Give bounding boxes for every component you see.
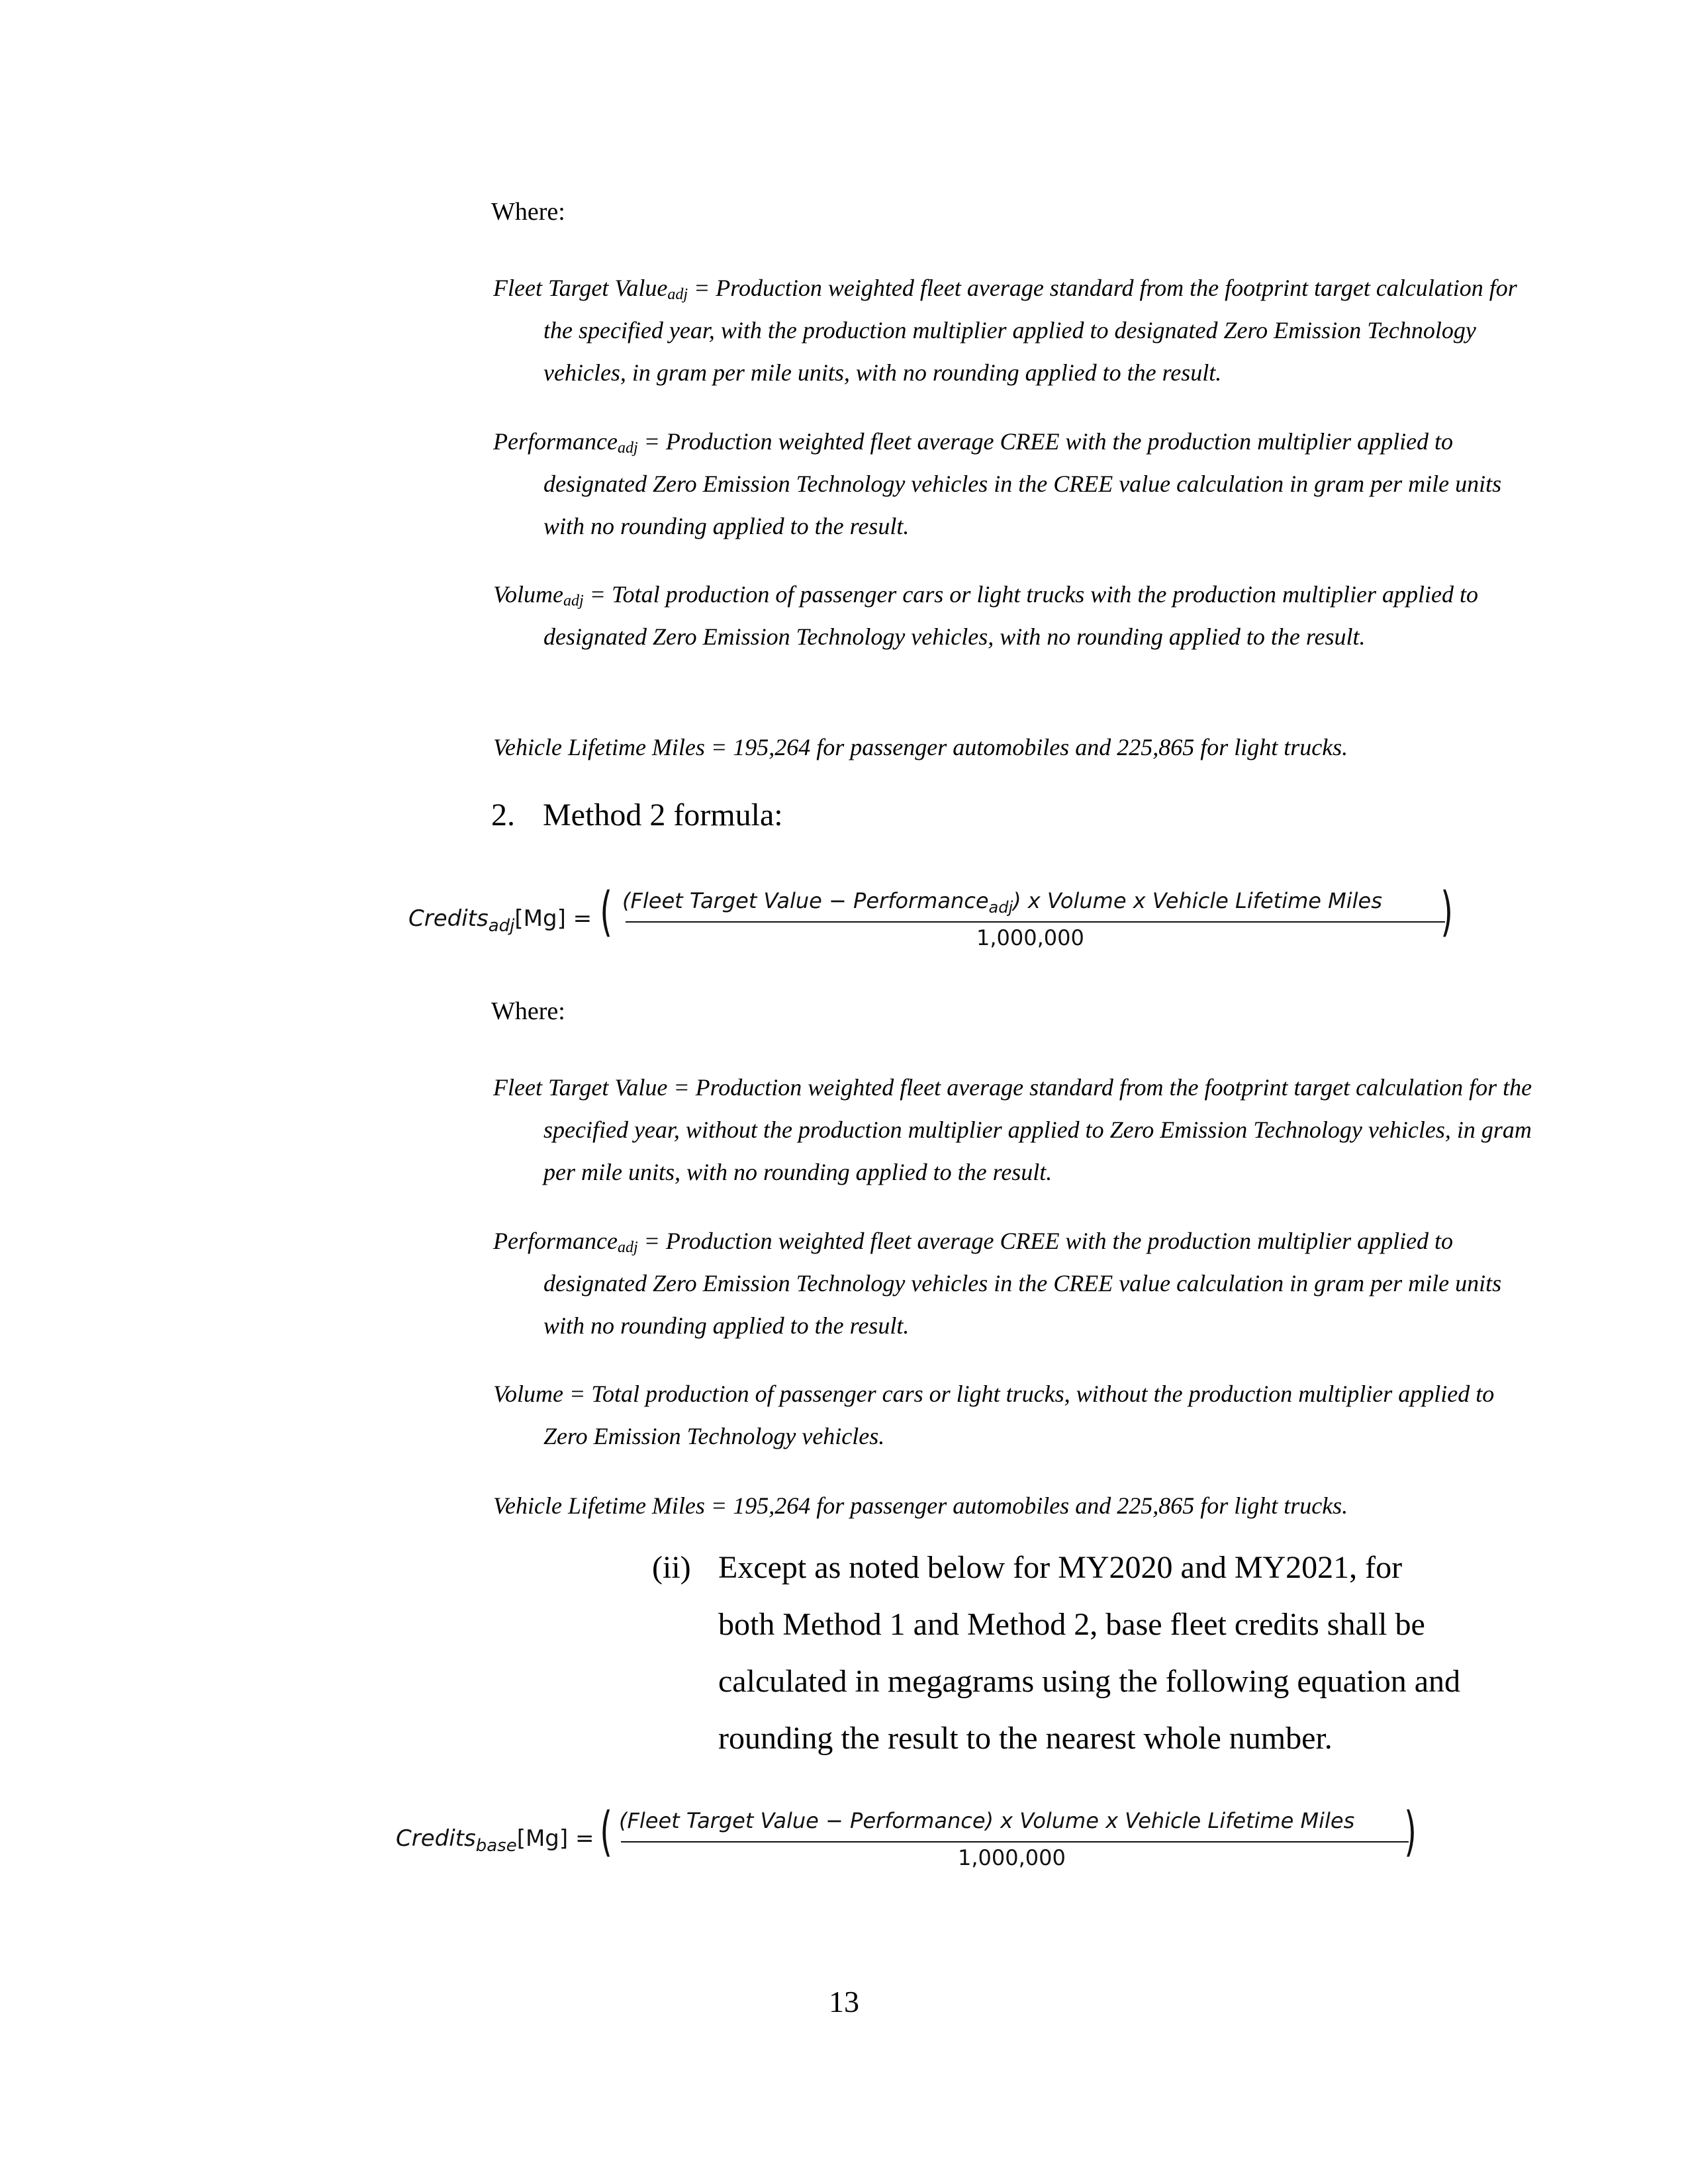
definition-text: = Total production of passenger cars or light trucks with the production multiplier applied to designated Zero Emission Technology vehicles, with no rounding applied to the result. (543, 581, 1478, 650)
numerator-part-1: (Fleet Target Value − Performance (622, 888, 989, 913)
left-paren: ( (600, 881, 612, 942)
equation-lhs (396, 1825, 594, 1856)
definition-text: = Production weighted fleet average standard from the footprint target calculation for the specified year, without the production multiplier applied to Zero Emission Technology vehicles, in gram per mile units, with no rounding applied to the result. (543, 1074, 1532, 1185)
fraction-bar (626, 921, 1445, 923)
lhs-variable: Credits (396, 1825, 476, 1852)
lhs-subscript: adj (488, 916, 515, 936)
right-paren: ) (1440, 881, 1453, 942)
definition-term-subscript: adj (617, 439, 638, 457)
lhs-units: [Mg] = (516, 1825, 594, 1852)
definition-fleet-target-value (493, 1066, 1536, 1193)
equation-denominator: 1,000,000 (976, 925, 1084, 950)
lhs-units: [Mg] = (514, 905, 592, 932)
clause-label: (ii) (652, 1550, 691, 1585)
clause-ii (652, 1539, 1526, 1767)
fraction-bar (621, 1841, 1409, 1843)
numerator-subscript: adj (988, 898, 1013, 917)
definition-term: Performance (493, 1228, 618, 1254)
definition-term-subscript: adj (563, 592, 584, 610)
definition-term: Vehicle Lifetime Miles (493, 1492, 705, 1519)
definition-volume-adj (493, 573, 1536, 658)
method-title: Method 2 formula: (543, 797, 783, 833)
definition-performance-adj (493, 1220, 1536, 1347)
definition-volume (493, 1373, 1536, 1457)
definition-text: = Total production of passenger cars or light trucks, without the production multiplier applied to Zero Emission Technology vehicles. (543, 1381, 1495, 1449)
clause-line: both Method 1 and Method 2, base fleet credits shall be (718, 1607, 1425, 1642)
equation-numerator: (Fleet Target Value − Performance) x Volume x Vehicle Lifetime Miles (619, 1808, 1355, 1833)
clause-line: rounding the result to the nearest whole number. (718, 1721, 1333, 1756)
where-label: Where: (491, 997, 565, 1025)
definition-term: Fleet Target Value (493, 275, 668, 301)
definition-text: = 195,264 for passenger automobiles and 225,865 for light trucks. (704, 1492, 1348, 1519)
definition-performance-adj (493, 420, 1536, 547)
right-paren: ) (1404, 1801, 1417, 1862)
equation-denominator: 1,000,000 (958, 1845, 1066, 1870)
method-number: 2. (491, 797, 515, 833)
page-number: 13 (829, 1985, 859, 2019)
equation-numerator (622, 888, 1382, 917)
definition-text: = Production weighted fleet average CREE with the production multiplier applied to designated Zero Emission Technology vehicles in the CREE value calculation in gram per mile units with no rounding applied to the result. (543, 428, 1502, 539)
where-label: Where: (491, 198, 565, 226)
definition-term: Performance (493, 428, 618, 455)
method-2-heading (491, 797, 783, 834)
definition-text: = Production weighted fleet average standard from the footprint target calculation for the specified year, with the production multiplier applied to designated Zero Emission Technology vehicles, in gram per mile units, with no rounding applied to the result. (543, 275, 1517, 386)
definition-term-subscript: adj (617, 1239, 638, 1256)
definition-term: Vehicle Lifetime Miles (493, 734, 705, 760)
definition-vehicle-lifetime-miles (493, 1484, 1536, 1527)
clause-line: calculated in megagrams using the following equation and (718, 1664, 1461, 1699)
definition-fleet-target-value-adj (493, 267, 1536, 394)
lhs-variable: Credits (408, 905, 489, 932)
left-paren: ( (600, 1801, 612, 1862)
clause-text: Except as noted below for MY2020 and MY2021, for (718, 1550, 1403, 1585)
definition-term-subscript: adj (667, 286, 688, 303)
lhs-subscript: base (475, 1836, 517, 1856)
clause-line (652, 1539, 1526, 1596)
definition-text: = 195,264 for passenger automobiles and 225,865 for light trucks. (704, 734, 1348, 760)
definition-term: Volume (493, 581, 563, 608)
equation-lhs (408, 905, 592, 936)
definition-text: = Production weighted fleet average CREE with the production multiplier applied to designated Zero Emission Technology vehicles in the CREE value calculation in gram per mile units with no rounding applied to the result. (543, 1228, 1502, 1339)
definition-term: Fleet Target Value (493, 1074, 668, 1101)
definition-term: Volume (493, 1381, 563, 1407)
definition-vehicle-lifetime-miles (493, 726, 1536, 768)
numerator-part-2: ) x Volume x Vehicle Lifetime Miles (1013, 888, 1382, 913)
